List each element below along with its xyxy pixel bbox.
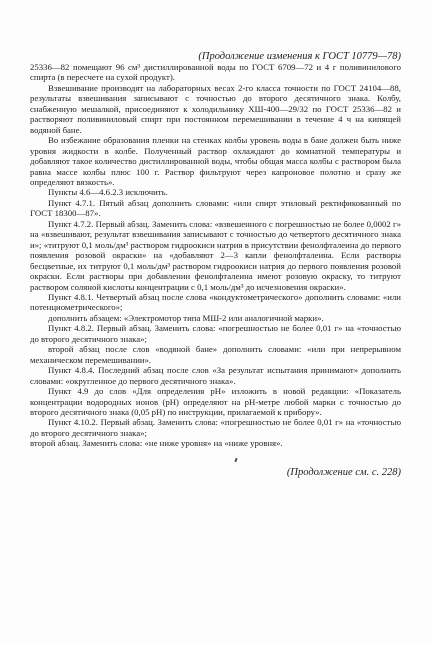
paragraph-4-8-1: Пункт 4.8.1. Четвертый абзац после слова «кондуктометрического» дополнить словами: «или потенциометрического»;	[30, 291, 401, 313]
body-text	[30, 62, 401, 449]
paragraph-4-7-2: Пункт 4.7.2. Первый абзац. Заменить слова: «взвешенного с погрешностью не более 0,0002 г» на «взвешивают, результат взвешивания записывают с точностью до четвертого десятичного знака и»; «титруют 0,1 моль/дм³ раствором гидроокиси натрия в присутствии фенолфталеина до первого появления розовой окраски» на «добавляют 2—3 капли фенолфталеина. Если растворы бесцветные, их титруют 0,1 моль/дм³ раствором гидроокиси натрия до первого появления розовой окраски. Если растворы при добавлении фенолфталеина имеют розовую окраску, то титруют раствором соляной кислоты концентрации с 0,1 моль/дм³ до исчезновения окраски».	[30, 218, 401, 292]
paragraph-4-8-2: Пункт 4.8.2. Первый абзац. Заменить слова: «погрешностью не более 0,01 г» на «точностью до второго десятичного знака»;	[30, 323, 401, 344]
paragraph-4-8-2-second: второй абзац после слов «водяной бане» дополнить словами: «или при непрерывном механическом перемешивании».	[30, 344, 401, 365]
paragraph-4-10-2-second: второй абзац. Заменить слова: «не ниже уровня» на «ниже уровня».	[30, 438, 283, 449]
paragraph-4-9: Пункт 4.9 до слов «Для определения pH» изложить в новой редакции: «Показатель концентрации водородных ионов (pH) определяют на pH-метре любой марки с точностью до второго десятичного знака (0,05 pH) по инструкции, прилагаемой к прибору».	[30, 386, 401, 417]
continuation-footer: (Продолжение см. с. 228)	[286, 467, 401, 478]
paragraph-4-7-1: Пункт 4.7.1. Пятый абзац дополнить словами: «или спирт этиловый ректификованный по ГОСТ 18300—87».	[30, 197, 401, 219]
scan-speck	[234, 458, 237, 462]
paragraph-continuation: 25336—82 помещают 96 см³ дистиллированной воды по ГОСТ 6709—72 и 4 г поливинилового спирта (в пересчете на сухой продукт).	[30, 62, 401, 83]
paragraph-weighing: Взвешивание производят на лабораторных весах 2-го класса точности по ГОСТ 24104—88, результаты взвешивания записывают с точностью до второго десятичного знака. Колбу, снабженную мешалкой, присоединяют к холодильнику ХШ-400—29/32 по ГОСТ 25336—82 и растворяют поливиниловый спирт при постоянном перемешивании в течение 4 ч на кипящей водяной бане.	[30, 82, 401, 135]
paragraph-4-8-4: Пункт 4.8.4. Последний абзац после слов «За результат испытания принимают» дополнить словами: «округленное до первого десятичного знака».	[30, 365, 401, 386]
paragraph-items-excluded: Пункты 4.6—4.6.2.3 исключить.	[48, 187, 168, 198]
paragraph-4-8-1-addition: дополнить абзацем: «Электромотор типа МШ-2 или аналогичной марки».	[48, 312, 324, 323]
paragraph-4-10-2: Пункт 4.10.2. Первый абзац. Заменить слова: «погрешностью не более 0,01 г» на «точностью до второго десятичного знака»;	[30, 417, 401, 438]
paragraph-film-avoidance: Во избежание образования пленки на стенках колбы уровень воды в бане должен быть ниже уровня жидкости в колбе. Полученный раствор охлаждают до комнатной температуры и добавляют такое количество дистиллированной воды, чтобы общая масса колбы с раствором была равна массе колбы плюс 100 г. Раствор фильтруют через капроновое полотно и сразу же определяют вязкость».	[30, 135, 401, 187]
continuation-header: (Продолжение изменения к ГОСТ 10779—78)	[198, 51, 401, 62]
